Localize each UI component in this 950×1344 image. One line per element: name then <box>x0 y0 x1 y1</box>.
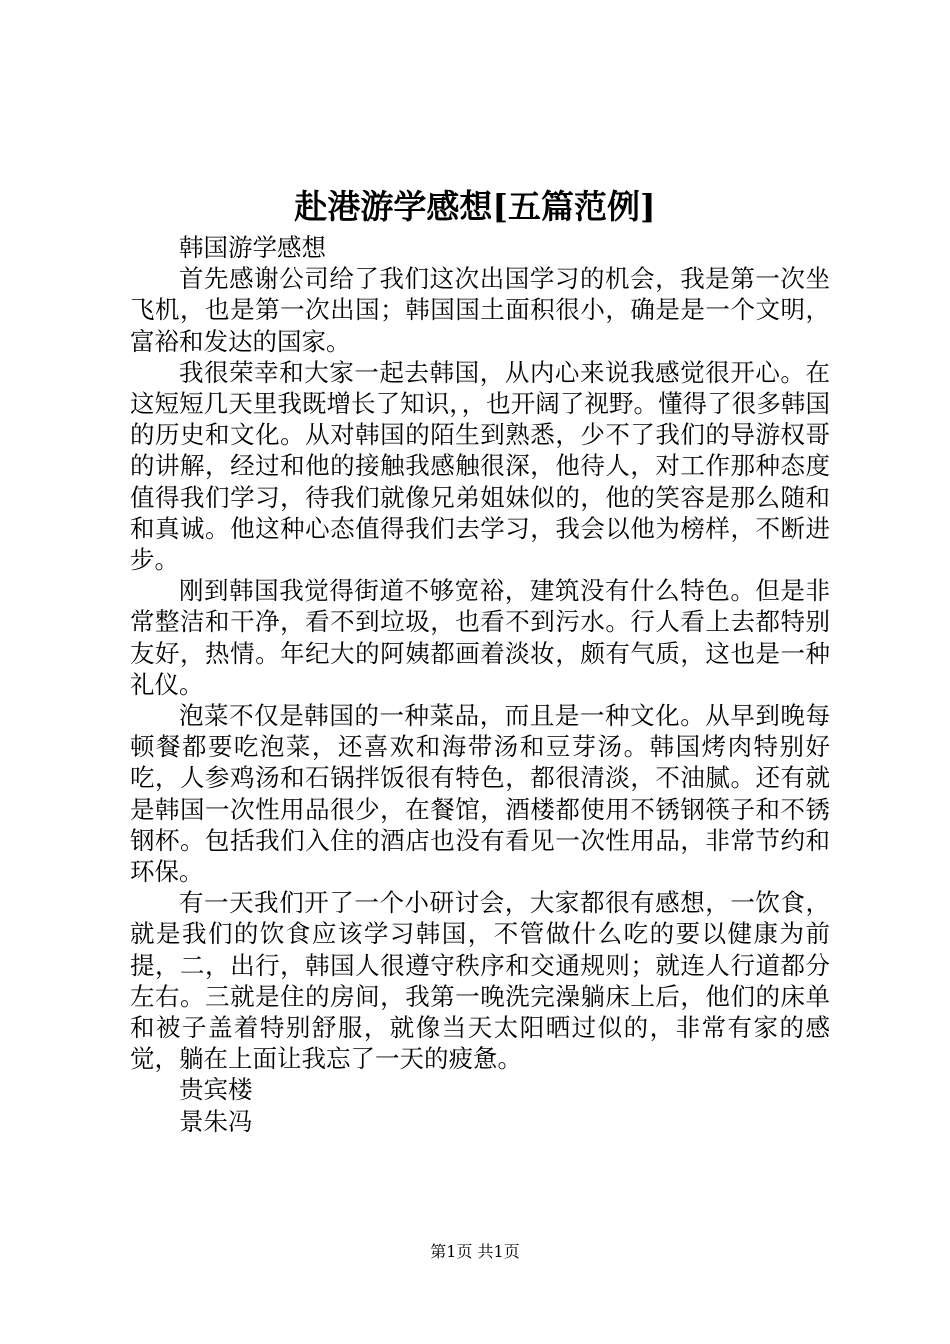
document-title: 赴港游学感想[五篇范例] <box>294 187 656 226</box>
signature-author: 景朱冯 <box>179 1106 253 1136</box>
paragraph-4: 泡菜不仅是韩国的一种菜品，而且是一种文化。从早到晚每顿餐都要吃泡菜，还喜欢和海带汤和豆芽汤。韩国烤肉特别好吃，人参鸡汤和石锅拌饭很有特色，都很清淡，不油腻。还有就是韩国一次性用品很少，在餐馆，酒楼都使用不锈钢筷子和不锈钢杯。包括我们入住的酒店也没有看见一次性用品，非常节约和环保。 <box>130 701 830 887</box>
document-body <box>130 232 830 1137</box>
signature-place: 贵宾楼 <box>179 1075 253 1105</box>
paragraph-5: 有一天我们开了一个小研讨会，大家都很有感想，一饮食，就是我们的饮食应该学习韩国，不管做什么吃的要以健康为前提，二，出行，韩国人很遵守秩序和交通规则；就连人行道都分左右。三就是住的房间，我第一晚洗完澡躺床上后，他们的床单和被子盖着特别舒服，就像当天太阳晒过似的，非常有家的感觉，躺在上面让我忘了一天的疲惫。 <box>130 888 830 1074</box>
section-subtitle: 韩国游学感想 <box>179 233 326 262</box>
paragraph-3: 刚到韩国我觉得街道不够宽裕，建筑没有什么特色。但是非常整洁和干净，看不到垃圾，也看不到污水。行人看上去都特别友好，热情。年纪大的阿姨都画着淡妆，颇有气质，这也是一种礼仪。 <box>130 576 830 699</box>
paragraph-1: 首先感谢公司给了我们这次出国学习的机会，我是第一次坐飞机，也是第一次出国；韩国国土面积很小，确是是一个文明，富裕和发达的国家。 <box>130 264 830 356</box>
paragraph-2: 我很荣幸和大家一起去韩国，从内心来说我感觉很开心。在这短短几天里我既增长了知识，，也开阔了视野。懂得了很多韩国的历史和文化。从对韩国的陌生到熟悉，少不了我们的导游权哥的讲解，经过和他的接触我感触很深，他待人，对工作那种态度值得我们学习，待我们就像兄弟姐妹似的，他的笑容是那么随和和真诚。他这种心态值得我们去学习，我会以他为榜样，不断进步。 <box>130 357 830 575</box>
page-number-footer: 第1页 共1页 <box>430 1242 520 1261</box>
